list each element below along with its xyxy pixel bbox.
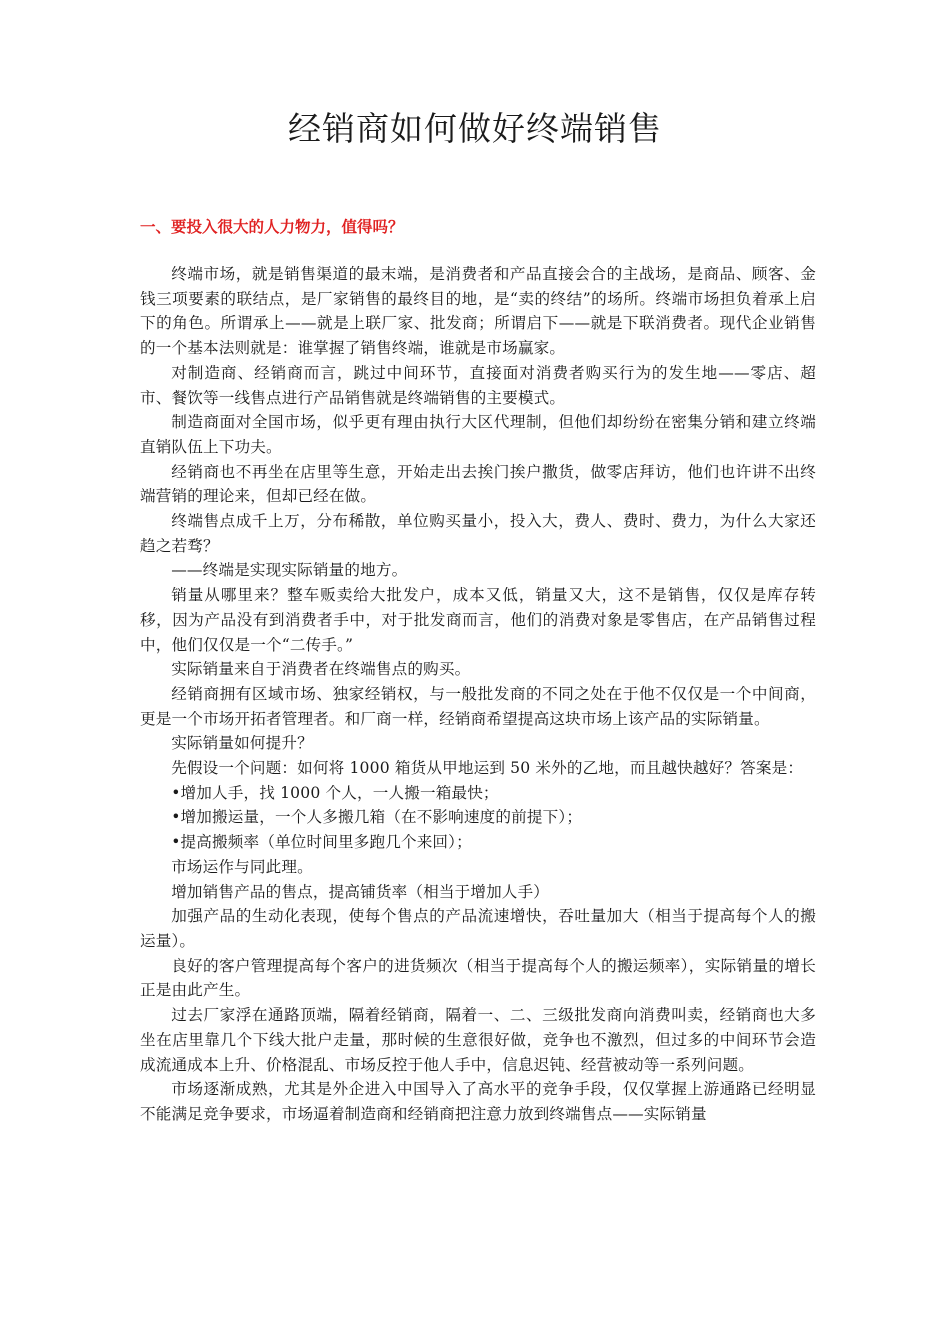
bullet-item: •增加搬运量，一个人多搬几箱（在不影响速度的前提下）； [171, 808, 583, 827]
paragraph: 增加销售产品的售点，提高铺货率（相当于增加人手） [171, 882, 550, 901]
paragraph: 实际销量来自于消费者在终端售点的购买。 [171, 660, 471, 679]
paragraph: 市场逐渐成熟，尤其是外企进入中国导入了高水平的竞争手段，仅仅掌握上游通路已经明显不能满足竞争要求，市场逼着制造商和经销商把注意力放到终端售点——实际销量 [140, 1080, 816, 1123]
paragraph: ——终端是实现实际销量的地方。 [171, 561, 408, 580]
section-heading: 一、要投入很大的人力物力，值得吗？ [140, 217, 404, 236]
paragraph: 市场运作与同此理。 [171, 857, 313, 876]
paragraph: 良好的客户管理提高每个客户的进货频次（相当于提高每个人的搬运频率），实际销量的增长正是由此产生。 [140, 956, 816, 1000]
paragraph: 过去厂家浮在通路顶端，隔着经销商，隔着一、二、三级批发商向消费叫卖，经销商也大多坐在店里靠几个下线大批户走量，那时候的生意很好做，竞争也不激烈，但过多的中间环节会造成流通成本上升、价格混乱、市场反控于他人手中，信息迟钝、经营被动等一系列问题。 [140, 1006, 816, 1074]
paragraph: 经销商拥有区域市场、独家经销权，与一般批发商的不同之处在于他不仅仅是一个中间商，更是一个市场开拓者管理者。和厂商一样，经销商希望提高这块市场上该产品的实际销量。 [140, 684, 816, 728]
paragraph: 终端售点成千上万，分布稀散，单位购买量小，投入大，费人、费时、费力，为什么大家还趋之若骛？ [140, 512, 816, 555]
paragraph: 销量从哪里来？整车贩卖给大批发户，成本又低，销量又大，这不是销售，仅仅是库存转移，因为产品没有到消费者手中，对于批发商而言，他们的消费对象是零售店，在产品销售过程中，他们仅仅是一个“二传手。” [140, 586, 816, 654]
bullet-item: •提高搬频率（单位时间里多跑几个来回）； [171, 833, 472, 852]
paragraph: 对制造商、经销商而言，跳过中间环节，直接面对消费者购买行为的发生地——零店、超市、餐饮等一线售点进行产品销售就是终端销售的主要模式。 [140, 363, 816, 407]
paragraph: 实际销量如何提升？ [171, 734, 313, 753]
document-title: 经销商如何做好终端销售 [288, 109, 662, 148]
paragraph: 加强产品的生动化表现，使每个售点的产品流速增快，吞吐量加大（相当于提高每个人的搬运量）。 [140, 907, 816, 950]
bullet-item: •增加人手，找 1000 个人，一人搬一箱最快； [171, 783, 499, 802]
paragraph: 先假设一个问题：如何将 1000 箱货从甲地运到 50 米外的乙地，而且越快越好？答案是： [171, 759, 804, 778]
paragraph: 制造商面对全国市场，似乎更有理由执行大区代理制，但他们却纷纷在密集分销和建立终端直销队伍上下功夫。 [140, 413, 816, 456]
paragraph: 经销商也不再坐在店里等生意，开始走出去挨门挨户撒货，做零店拜访，他们也许讲不出终端营销的理论来，但却已经在做。 [140, 462, 816, 506]
document-body [140, 262, 816, 1127]
paragraph: 终端市场，就是销售渠道的最末端，是消费者和产品直接会合的主战场，是商品、顾客、金钱三项要素的联结点，是厂家销售的最终目的地，是“卖的终结”的场所。终端市场担负着承上启下的角色。所谓承上——就是上联厂家、批发商；所谓启下——就是下联消费者。现代企业销售的一个基本法则就是：谁掌握了销售终端，谁就是市场赢家。 [140, 265, 816, 358]
